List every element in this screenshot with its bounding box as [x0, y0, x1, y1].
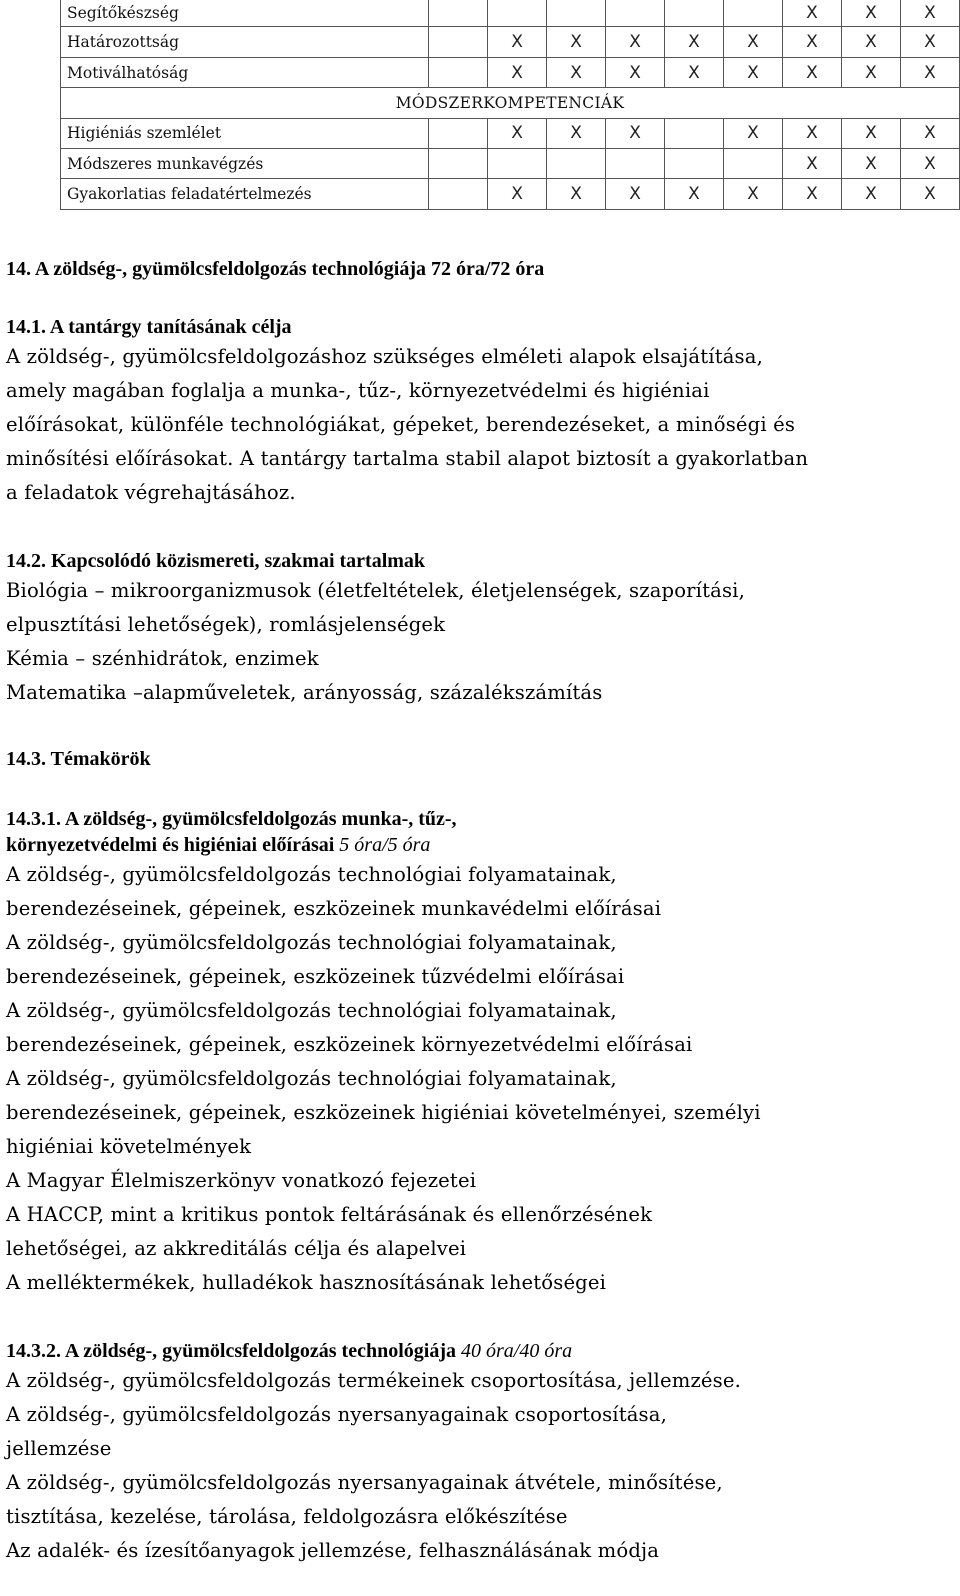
table-cell-mark: [429, 179, 488, 210]
competence-name: Módszeres munkavégzés: [61, 149, 429, 179]
table-cell-mark: X: [723, 179, 782, 210]
main-heading-block: [6, 256, 956, 282]
table-cell-mark: X: [841, 0, 900, 27]
text-line: berendezéseinek, gépeinek, eszközeinek tűzvédelmi előírásai: [6, 965, 625, 988]
text-line: A HACCP, mint a kritikus pontok feltárásának és ellenőrzésének: [6, 1203, 653, 1226]
table-row: [61, 0, 960, 27]
table-row: [61, 118, 960, 148]
table-cell-mark: X: [723, 118, 782, 148]
table-cell-mark: X: [665, 179, 724, 210]
table-cell-mark: X: [665, 27, 724, 57]
section-heading-line-2: [6, 832, 956, 858]
table-section-label: MÓDSZERKOMPETENCIÁK: [61, 88, 960, 118]
competence-name: Segítőkészség: [61, 0, 429, 27]
table-cell-mark: X: [782, 118, 841, 148]
text-line: Matematika –alapműveletek, arányosság, százalékszámítás: [6, 681, 603, 704]
text-line: elpusztítási lehetőségek), romlásjelenségek: [6, 613, 446, 636]
competence-name: Higiéniás szemlélet: [61, 118, 429, 148]
text-line: A zöldség-, gyümölcsfeldolgozás technológiai folyamatainak,: [6, 863, 617, 886]
section-heading: 14.3. Témakörök: [6, 748, 151, 770]
table-cell-mark: X: [547, 57, 606, 87]
text-line: A Magyar Élelmiszerkönyv vonatkozó fejezetei: [6, 1169, 477, 1192]
table-cell-mark: [429, 149, 488, 179]
text-line: A zöldség-, gyümölcsfeldolgozás nyersanyagainak csoportosítása,: [6, 1403, 667, 1426]
table-cell-mark: [429, 118, 488, 148]
table-cell-mark: X: [723, 57, 782, 87]
section-body: [6, 340, 956, 510]
table-cell-mark: X: [900, 118, 959, 148]
section-heading-text: környezetvédelmi és higiéniai előírásai: [6, 834, 335, 856]
table-section-row: [61, 88, 960, 118]
text-line: A zöldség-, gyümölcsfeldolgozás nyersanyagainak átvétele, minősítése,: [6, 1471, 723, 1494]
table-cell-mark: [429, 27, 488, 57]
competence-table-body: [61, 0, 960, 210]
competence-name: Gyakorlatias feladatértelmezés: [61, 179, 429, 210]
competence-name: Motiválhatóság: [61, 57, 429, 87]
section-body: [6, 574, 956, 710]
table-row: [61, 179, 960, 210]
section-14-2: [6, 548, 956, 710]
table-row: [61, 27, 960, 57]
text-line: A melléktermékek, hulladékok hasznosításának lehetőségei: [6, 1271, 607, 1294]
text-line: A zöldség-, gyümölcsfeldolgozás termékeinek csoportosítása, jellemzése.: [6, 1369, 741, 1392]
text-line: előírásokat, különféle technológiákat, gépeket, berendezéseket, a minőségi és: [6, 413, 796, 436]
table-cell-mark: X: [723, 27, 782, 57]
table-cell-mark: X: [782, 57, 841, 87]
table-cell-mark: X: [841, 57, 900, 87]
table-cell-mark: X: [488, 179, 547, 210]
table-cell-mark: [606, 149, 665, 179]
table-cell-mark: X: [606, 27, 665, 57]
table-cell-mark: [488, 149, 547, 179]
table-cell-mark: X: [547, 27, 606, 57]
text-line: amely magában foglalja a munka-, tűz-, környezetvédelmi és higiéniai: [6, 379, 710, 402]
table-cell-mark: [547, 0, 606, 27]
table-cell-mark: [606, 0, 665, 27]
table-cell-mark: X: [547, 179, 606, 210]
text-line: A zöldség-, gyümölcsfeldolgozás technológiai folyamatainak,: [6, 931, 617, 954]
section-heading-text: 14.3.2. A zöldség-, gyümölcsfeldolgozás technológiája: [6, 1340, 456, 1362]
table-cell-mark: X: [900, 149, 959, 179]
table-cell-mark: X: [841, 118, 900, 148]
table-cell-mark: [488, 0, 547, 27]
text-line: higiéniai követelmények: [6, 1135, 252, 1158]
section-body: [6, 858, 956, 1300]
section-heading: 14.2. Kapcsolódó közismereti, szakmai tartalmak: [6, 550, 426, 572]
table-cell-mark: X: [841, 149, 900, 179]
section-heading-line-1: 14.3.1. A zöldség-, gyümölcsfeldolgozás munka-, tűz-,: [6, 808, 457, 830]
section-body: [6, 1364, 956, 1568]
text-line: A zöldség-, gyümölcsfeldolgozás technológiai folyamatainak,: [6, 1067, 617, 1090]
text-line: jellemzése: [6, 1437, 112, 1460]
table-cell-mark: X: [547, 118, 606, 148]
text-line: berendezéseinek, gépeinek, eszközeinek higiéniai követelményei, személyi: [6, 1101, 761, 1124]
text-line: tisztítása, kezelése, tárolása, feldolgozásra előkészítése: [6, 1505, 568, 1528]
text-line: Az adalék- és ízesítőanyagok jellemzése, felhasználásának módja: [6, 1539, 660, 1562]
text-line: A zöldség-, gyümölcsfeldolgozás technológiai folyamatainak,: [6, 999, 617, 1022]
table-cell-mark: X: [782, 27, 841, 57]
table-cell-mark: X: [606, 57, 665, 87]
table-row: [61, 149, 960, 179]
section-14-3: [6, 746, 956, 772]
table-cell-mark: [429, 0, 488, 27]
section-heading: [6, 1338, 956, 1364]
table-cell-mark: X: [488, 57, 547, 87]
section-heading: 14.1. A tantárgy tanításának célja: [6, 316, 292, 338]
text-line: Biológia – mikroorganizmusok (életfeltételek, életjelenségek, szaporítási,: [6, 579, 745, 602]
table-cell-mark: X: [900, 0, 959, 27]
table-cell-mark: X: [841, 179, 900, 210]
table-row: [61, 57, 960, 87]
table-cell-mark: X: [488, 118, 547, 148]
table-cell-mark: X: [900, 27, 959, 57]
competence-name: Határozottság: [61, 27, 429, 57]
text-line: berendezéseinek, gépeinek, eszközeinek környezetvédelmi előírásai: [6, 1033, 693, 1056]
text-line: berendezéseinek, gépeinek, eszközeinek munkavédelmi előírásai: [6, 897, 662, 920]
table-cell-mark: [723, 0, 782, 27]
text-line: minősítési előírásokat. A tantárgy tartalma stabil alapot biztosít a gyakorlatban: [6, 447, 809, 470]
text-line: Kémia – szénhidrátok, enzimek: [6, 647, 319, 670]
text-line: A zöldség-, gyümölcsfeldolgozáshoz szükséges elméleti alapok elsajátítása,: [6, 345, 763, 368]
table-cell-mark: X: [900, 179, 959, 210]
table-cell-mark: X: [488, 27, 547, 57]
text-line: a feladatok végrehajtásához.: [6, 481, 296, 504]
table-cell-mark: [429, 57, 488, 87]
table-cell-mark: X: [665, 57, 724, 87]
table-cell-mark: [665, 0, 724, 27]
table-cell-mark: [665, 149, 724, 179]
section-14-3-1: [6, 806, 956, 1300]
section-14-3-2: [6, 1338, 956, 1568]
section-hours: 5 óra/5 óra: [339, 834, 431, 856]
table-cell-mark: X: [900, 57, 959, 87]
table-cell-mark: [547, 149, 606, 179]
table-cell-mark: X: [841, 27, 900, 57]
table-cell-mark: X: [606, 118, 665, 148]
table-cell-mark: X: [782, 149, 841, 179]
table-cell-mark: [665, 118, 724, 148]
table-cell-mark: X: [606, 179, 665, 210]
table-cell-mark: X: [782, 179, 841, 210]
competence-table: [60, 0, 960, 210]
main-heading: 14. A zöldség-, gyümölcsfeldolgozás technológiája 72 óra/72 óra: [6, 258, 545, 280]
table-cell-mark: X: [782, 0, 841, 27]
section-hours: 40 óra/40 óra: [460, 1340, 573, 1362]
section-14-1: [6, 314, 956, 510]
text-line: lehetőségei, az akkreditálás célja és alapelvei: [6, 1237, 467, 1260]
table-cell-mark: [723, 149, 782, 179]
